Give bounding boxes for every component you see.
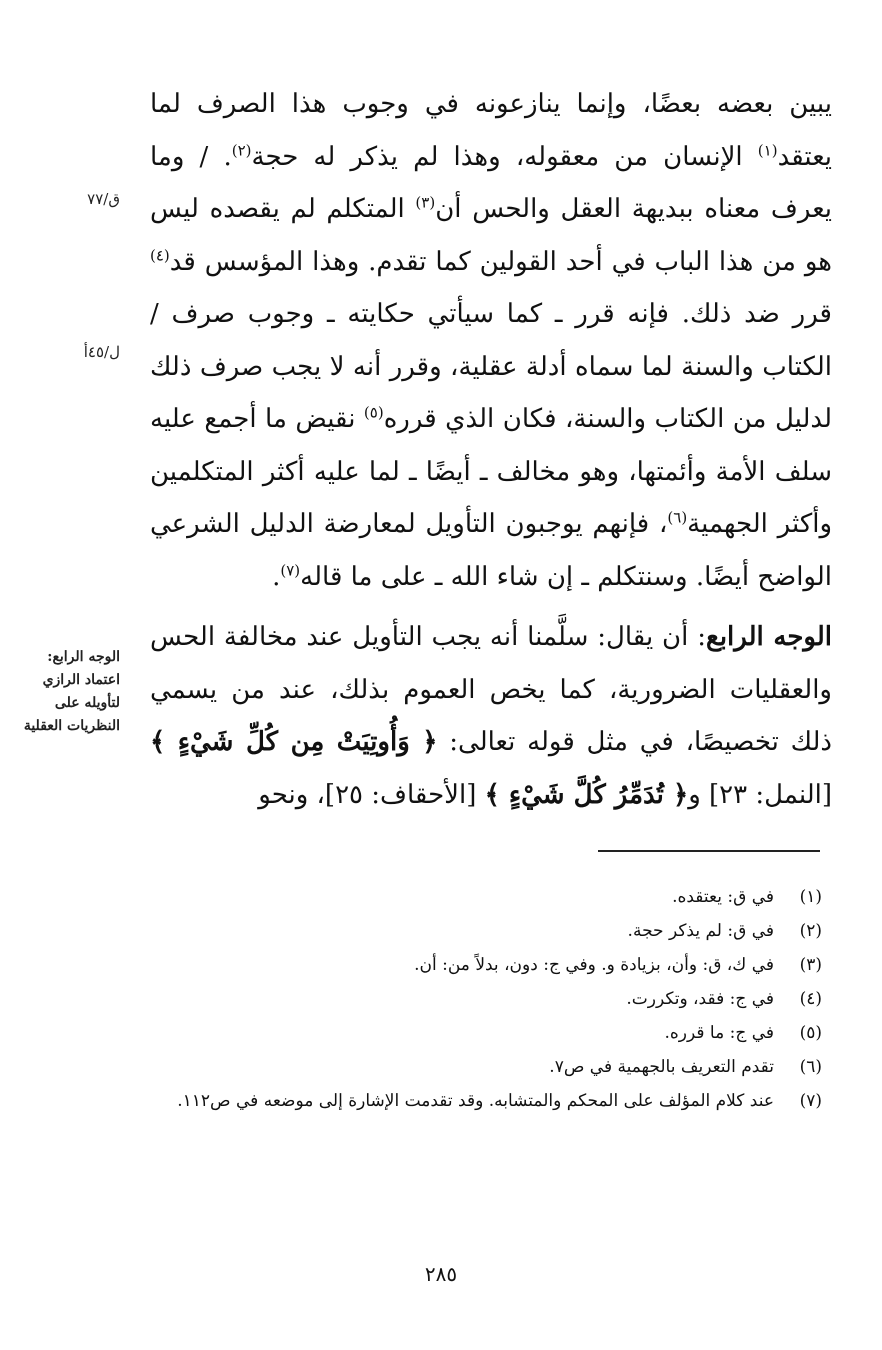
footnote-ref-1: (١) (757, 140, 778, 159)
footnote-ref-6: (٦) (667, 508, 688, 527)
text-segment: . (272, 561, 281, 592)
text-segment: [النمل: ٢٣] و (688, 779, 832, 810)
text-segment: الإنسان من معقوله، وهذا لم يذكر له حجة (251, 141, 758, 172)
footnote-text: تقدم التعريف بالجهمية في ص٧. (549, 1057, 774, 1077)
paragraph-2 (150, 611, 832, 821)
paragraph-1 (150, 78, 832, 603)
footnote (132, 1016, 822, 1050)
text-segment: [الأحقاف: ٢٥]، ونحو (258, 779, 485, 810)
footnote-number: (٣) (799, 955, 822, 975)
footnote-ref-4: (٤) (150, 245, 170, 264)
main-text (150, 78, 832, 821)
text-segment: ، فإنهم يوجبون التأويل لمعارضة الدليل الشرعي الواضح أيضًا. وسنتكلم ـ إن شاء الله ـ على ما قاله (150, 509, 832, 592)
footnotes (132, 880, 822, 1118)
quran-verse: ﴿ وَأُوتِيَتْ مِن كُلِّ شَيْءٍ ﴾ (150, 727, 438, 757)
footnote-text: عند كلام المؤلف على المحكم والمتشابه. وقد تقدمت الإشارة إلى موضعه في ص١١٢. (177, 1091, 774, 1111)
footnote-number: (١) (799, 887, 822, 907)
footnote (132, 1084, 822, 1118)
footnote-number: (٦) (799, 1057, 822, 1077)
footnote-text: في ج: فقد، وتكررت. (626, 989, 774, 1009)
footnote-ref-3: (٣) (415, 193, 436, 212)
text-segment: نقيض ما أجمع عليه سلف الأمة وأئمتها، وهو مخالف ـ أيضًا ـ لما عليه أكثر المتكلمين وأكثر الجهمية (150, 404, 832, 539)
text-segment: . / وما يعرف معناه ببديهة العقل والحس أن (150, 141, 832, 224)
footnote-text: في ق: لم يذكر حجة. (627, 921, 774, 941)
text-segment: يبين بعضه بعضًا، وإنما ينازعونه في وجوب هذا الصرف لما يعتقد (150, 89, 832, 172)
margin-note-topic: الوجه الرابع: اعتماد الرازي لتأويله على النظريات العقلية (23, 649, 120, 734)
footnote-number: (٥) (799, 1023, 822, 1043)
margin-note-manuscript-ref: ق/٧٧ (87, 190, 120, 208)
text-segment: : أن يقال: سلَّمنا أنه يجب التأويل عند مخالفة الحس والعقليات الضرورية، كما يخص العموم بذلك، عند من يسمي ذلك تخصيصًا، في مثل قوله تعالى: (150, 622, 832, 757)
footnote-number: (٤) (799, 989, 822, 1009)
footnote (132, 914, 822, 948)
text-segment: قرر ضد ذلك. فإنه قرر ـ كما سيأتي حكايته ـ وجوب صرف / الكتاب والسنة لما سماه أدلة عقلية، وقرر أنه لا يجب صرف ذلك لدليل من الكتاب والسنة، فكان الذي قرره (150, 299, 832, 434)
footnote-ref-5: (٥) (363, 403, 384, 422)
quran-verse: ﴿ تُدَمِّرُ كُلَّ شَيْءٍ ﴾ (484, 779, 689, 810)
footnote (132, 880, 822, 914)
footnote-text: في ج: ما قرره. (664, 1023, 774, 1043)
footnote-text: في ك، ق: وأن، بزيادة و. وفي ج: دون، بدلاً من: أن. (414, 955, 774, 975)
footnote-ref-2: (٢) (231, 140, 252, 159)
page-number: ٢٨٥ (424, 1262, 458, 1286)
section-heading: الوجه الرابع (705, 622, 833, 652)
footnote-number: (٢) (799, 921, 822, 941)
footnote (132, 982, 822, 1016)
margin-note-manuscript-ref: ل/٤٥أ (83, 343, 120, 361)
footnote-number: (٧) (799, 1091, 822, 1111)
footnote (132, 948, 822, 982)
footnote-divider (598, 850, 820, 852)
footnote-text: في ق: يعتقده. (672, 887, 774, 907)
footnote-ref-7: (٧) (280, 560, 301, 579)
text-segment: المتكلم لم يقصده ليس هو من هذا الباب في أحد القولين كما تقدم. وهذا المؤسس قد (150, 194, 832, 277)
footnote (132, 1050, 822, 1084)
